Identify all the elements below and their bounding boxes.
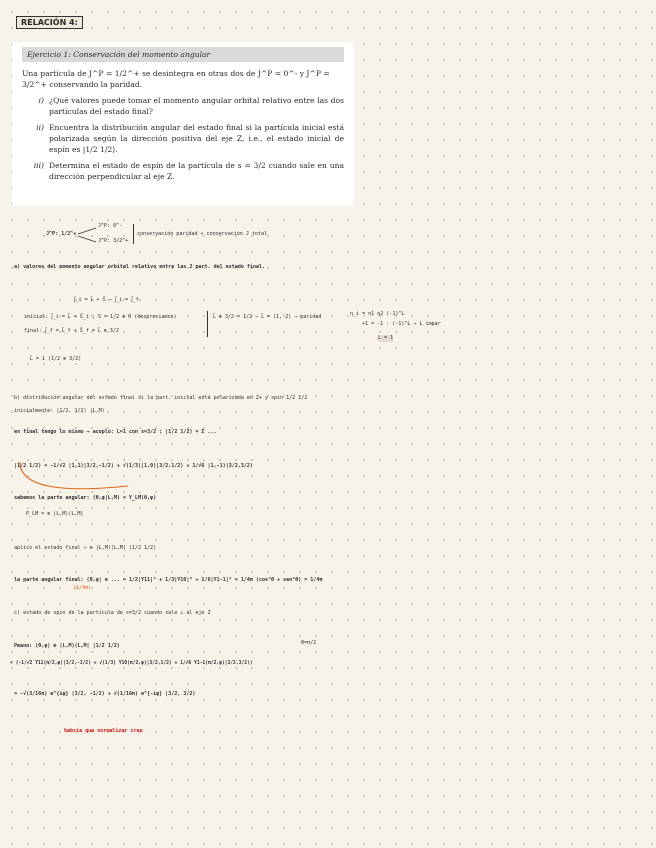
question-text: ¿Qué valores puede tomar el momento angular orbital relativo entre las dos partículas del estado final? (49, 96, 344, 116)
note-final-particle-2: J^P: 3/2^+ (98, 238, 129, 244)
note-heading-a: a) valores del momento angular orbital relativo entre las 2 part. del estado final. (14, 264, 265, 270)
note-b7-red: (1/4π) (73, 585, 92, 591)
question-number: ii) (36, 123, 44, 132)
note-final-particle-1: J^P: 0^- (98, 223, 123, 229)
note-eq3: final: J⃗_f = L⃗_f + S⃗_f = L⃗ ⊗ 3/2 (24, 328, 119, 334)
page-tag: RELACIÓN 4: (16, 16, 83, 29)
note-b3: |1/2 1/2⟩ = -1/√2 |1,1⟩|3/2,-1/2⟩ + √(1/3)|1,0⟩|3/2,1/2⟩ + 1/√6 |1,-1⟩|3/2,3/2⟩ (14, 463, 253, 469)
note-eq4-box: L⃗ ⊗ 3/2 = 1/2 → L⃗ = (1, 2) → paridad (213, 314, 322, 320)
note-c-red: habría que normalizar creo (64, 728, 143, 734)
note-eq4-right3: L = 1 (378, 335, 394, 341)
question-number: i) (38, 96, 44, 105)
note-heading-b: b) distribución angular del estado final si la part. inicial está polarizada en Z+ y spin 1/2 1/2 (14, 395, 308, 401)
brace (207, 311, 208, 337)
note-eq4-right2: +1 = -1 · (-1)^L → L impar (362, 321, 441, 327)
exercise-intro: Una partícula de J^P = 1/2^+ se desintegra en otras dos de J^P = 0^- y J^P = 3/2^+ conservando la paridad. (22, 69, 330, 89)
question-number: iii) (33, 161, 44, 170)
note-c1: Pmano: ⟨θ,φ| ⊗ |L,M⟩⟨L,M| |1/2 1/2⟩ (14, 643, 120, 649)
brace (133, 224, 134, 244)
note-eq5: L⃗ = 1 (1/2 ⊗ 3/2) (30, 356, 82, 362)
note-heading-c: c) estado de spin de la partícula de s=3/2 cuando sale ⊥ al eje Z (14, 610, 211, 616)
note-c1-sup: θ=π/2 (301, 640, 317, 646)
exercise-title: Ejercicio 1: Conservación del momento angular (22, 47, 344, 62)
question-text: Determina el estado de espín de la partícula de s = 3/2 cuando sale en una dirección perpendicular al eje Z. (49, 161, 344, 181)
note-c3: = -√(3/16π) e^{iφ} |3/2, -1/2⟩ + √(1/16π) e^{-iφ} |3/2, 3/2⟩ (14, 691, 196, 697)
note-eq4-right1: η_i = η1 η2 (-1)^L (350, 311, 405, 317)
note-c2: = (-1/√2 Y11(π/2,φ)|3/2,-1/2⟩ + √(1/3) Y10(π/2,φ)|3/2,1/2⟩ + 1/√6 Y1-1(π/2,φ)|3/2,3/2⟩) (10, 661, 253, 666)
note-b7: la parte angular final: ⟨θ,φ| ⊗ ... = 1/2|Y11|² + 1/3|Y10|² + 1/6|Y1-1|² = 1/4π (cos²θ + sen²θ) = 1/4π (14, 577, 323, 583)
question-text: Encuentra la distribución angular del estado final si la partícula inicial está polarizada según la dirección positiva del eje Z, i.e., el estado inicial de espín es |1/2 1/2⟩. (49, 123, 344, 154)
note-b5: P_LM = ⊗ |L,M⟩⟨L,M| (26, 511, 84, 517)
note-b2: en final tengo lo mismo → acoplo: L=1 con s=3/2 ; |1/2 1/2⟩ = Σ ... (14, 429, 217, 435)
note-b6: aplico el estado final → ⊗ |L,M⟩⟨L,M| |1/2 1/2⟩ (14, 545, 157, 551)
note-b4: sabemos la parte angular: ⟨θ,φ|L,M⟩ = Y_LM(θ,φ) (14, 495, 157, 501)
note-b1: inicialmente: |1/2, 1/2⟩ |L,M⟩ (14, 408, 105, 414)
note-eq1: J⃗_i = L⃗ + S⃗ → J⃗_i = J⃗_f (74, 297, 139, 303)
note-eq2: inicial: J⃗_i = L⃗ + S⃗_i ; S = 1/2 ⊗ 0 (despreciamos) (24, 314, 177, 320)
note-conservation: conservación paridad + conservación J total (137, 231, 267, 237)
note-initial-state: J^P: 1/2^+ (46, 231, 77, 237)
